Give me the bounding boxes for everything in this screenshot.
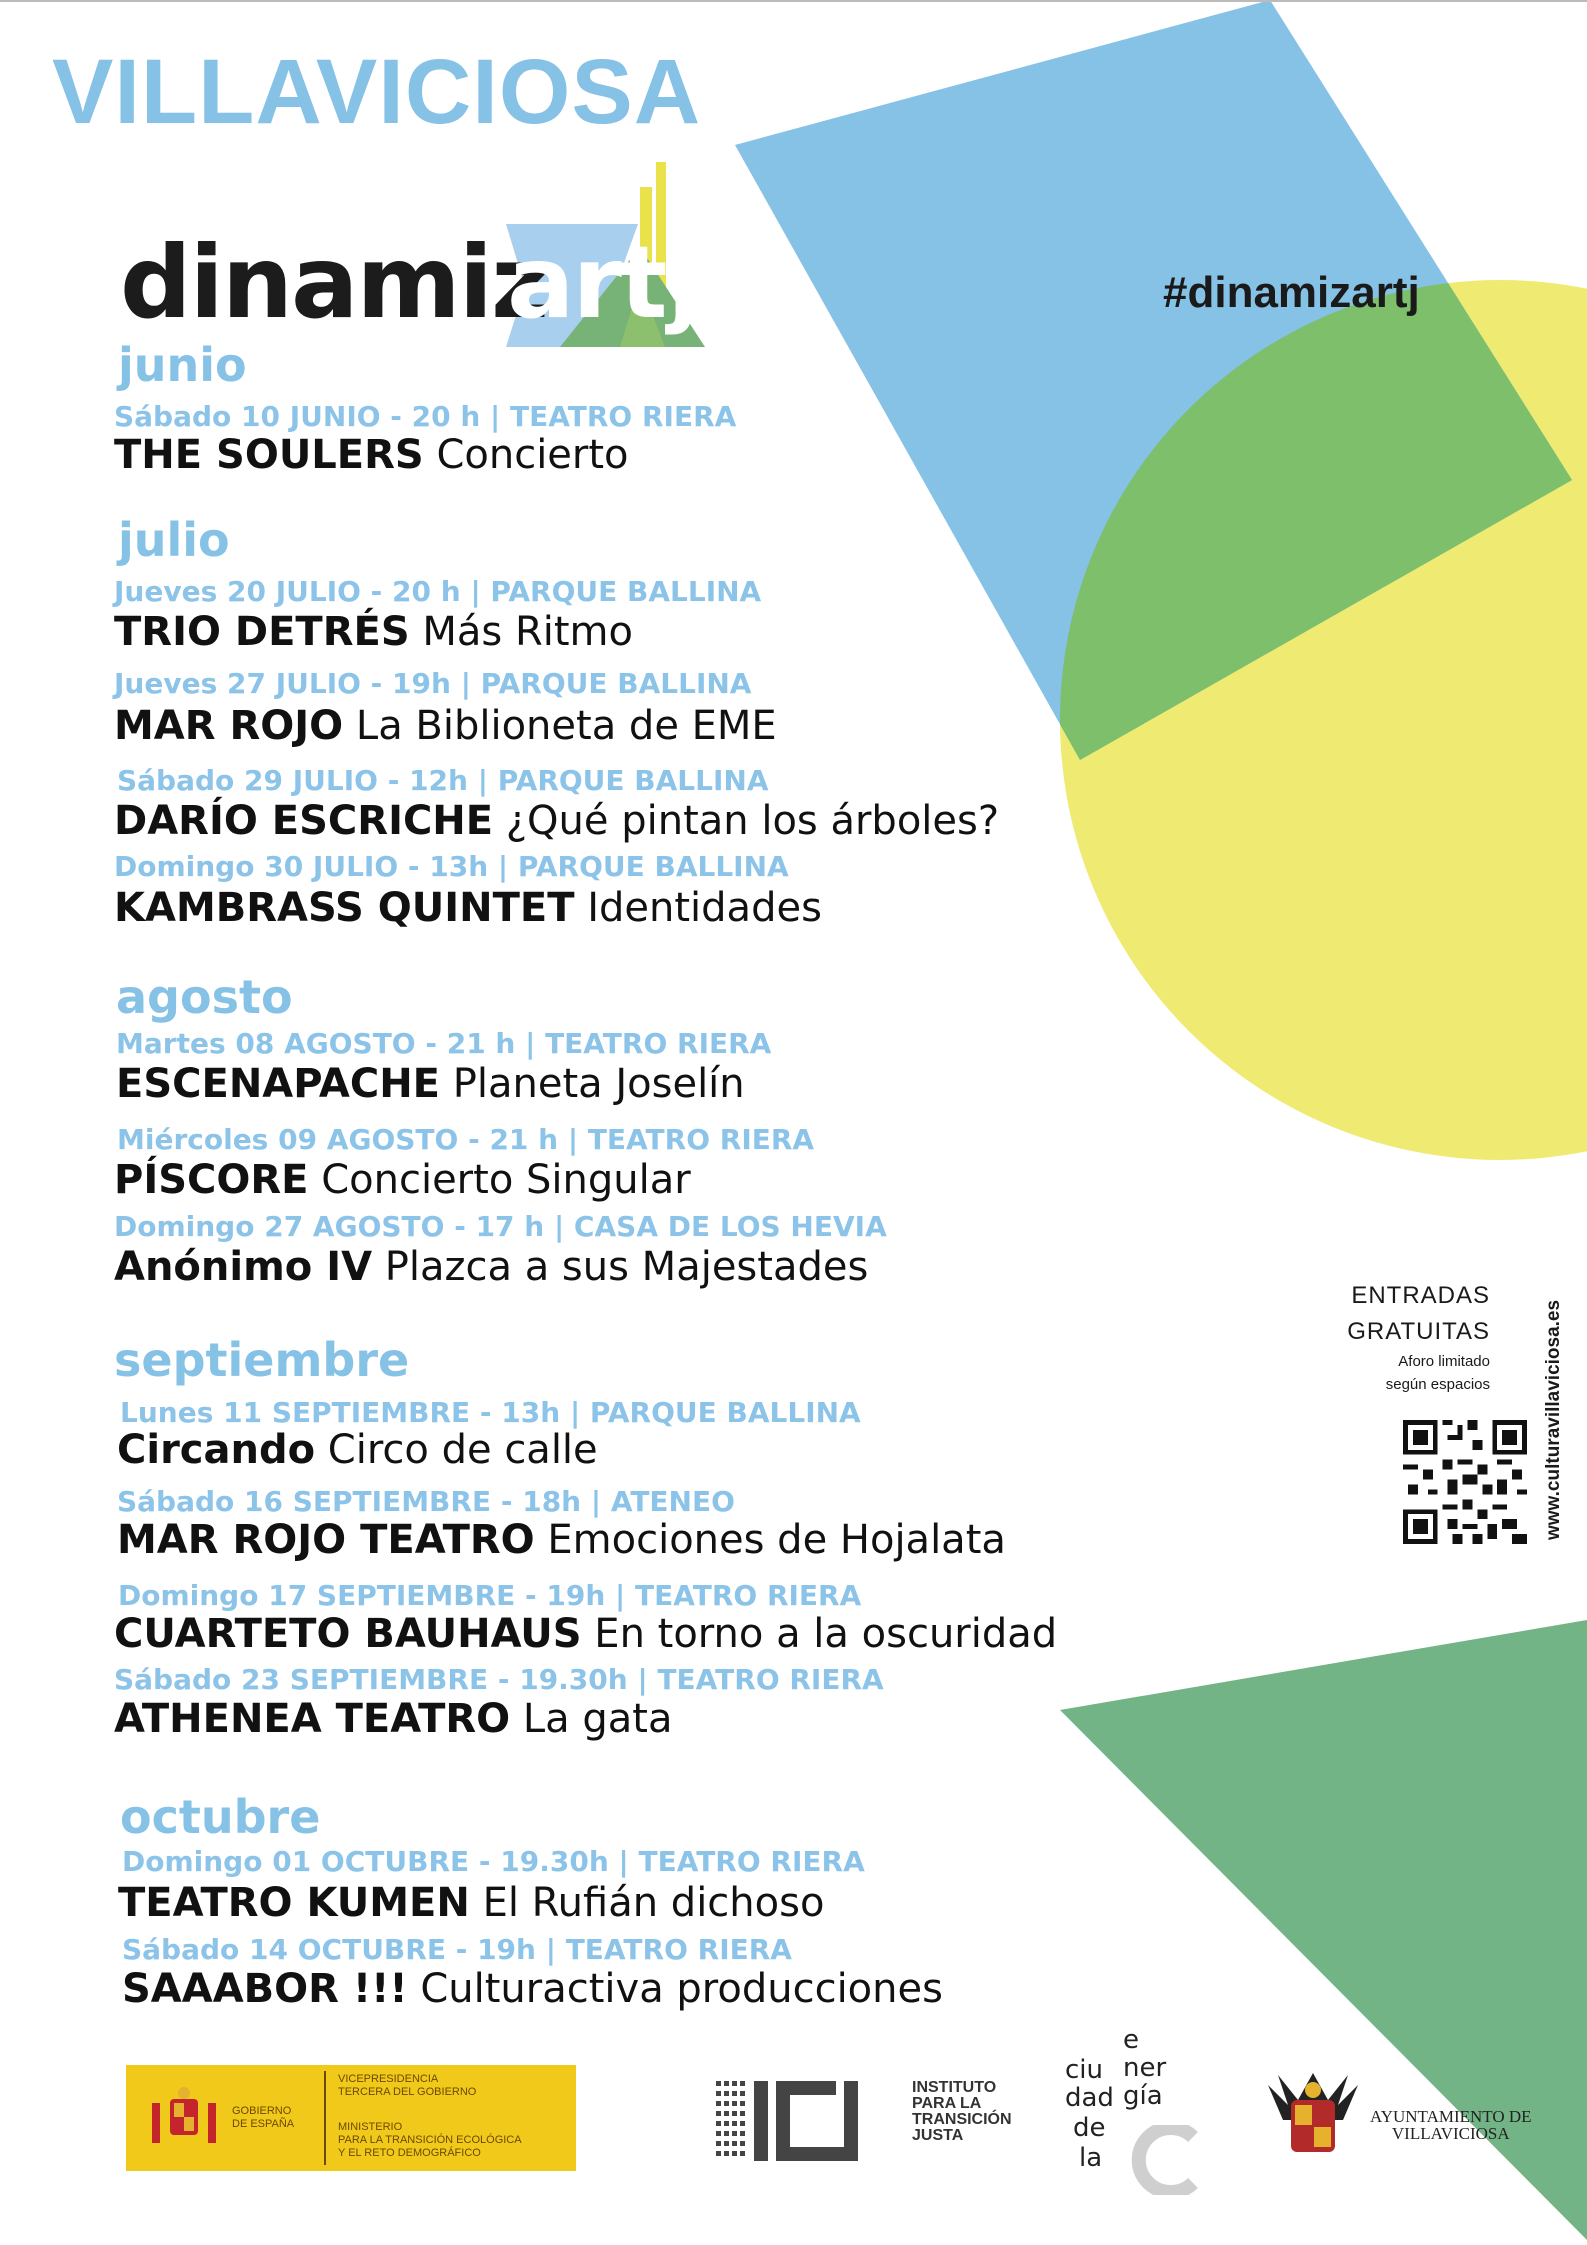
energy-c-icon [1123, 2125, 1203, 2195]
month-junio: junio [118, 338, 247, 392]
event-show: Identidades [574, 885, 822, 931]
event-show: La Biblioneta de EME [343, 703, 777, 749]
divider [324, 2071, 326, 2165]
ministerio-label: VICEPRESIDENCIA TERCERA DEL GOBIERNO MINISTERIO PARA LA TRANSICIÓN ECOLÓGICA Y EL RETO DEMOGRÁFICO [338, 2073, 522, 2159]
event-meta: Domingo 17 SEPTIEMBRE - 19h | TEATRO RIERA [118, 1579, 862, 1612]
event-show: Circo de calle [315, 1427, 598, 1473]
event-title [118, 1880, 824, 1926]
event-show: Planeta Joselín [440, 1061, 745, 1107]
month-septiembre: septiembre [114, 1333, 410, 1387]
event-title [114, 1696, 673, 1742]
event-title [114, 1157, 691, 1203]
itj-label: INSTITUTO PARA LA TRANSICIÓN JUSTA [912, 2079, 1012, 2144]
event-artist: ESCENAPACHE [116, 1061, 441, 1107]
website-url[interactable]: www.culturavillaviciosa.es [1543, 1299, 1564, 1540]
event-meta: Domingo 01 OCTUBRE - 19.30h | TEATRO RIERA [122, 1845, 865, 1878]
event-title [116, 1061, 745, 1107]
page-title: VILLAVICIOSA [52, 41, 702, 143]
event-show: Culturactiva producciones [407, 1966, 943, 2012]
event-meta: Jueves 27 JULIO - 19h | PARQUE BALLINA [114, 667, 752, 700]
tickets-line-1: ENTRADAS [1351, 1282, 1490, 1309]
event-title [122, 1966, 943, 2012]
month-agosto: agosto [116, 970, 293, 1024]
event-title [114, 609, 633, 655]
coat-of-arms-icon [144, 2085, 224, 2155]
event-title [114, 885, 822, 931]
event-title [117, 1427, 598, 1473]
event-show: En torno a la oscuridad [581, 1611, 1058, 1657]
event-meta: Sábado 16 SEPTIEMBRE - 18h | ATENEO [117, 1485, 735, 1518]
event-title [114, 703, 777, 749]
tickets-line-3: Aforo limitado [1398, 1353, 1490, 1370]
event-artist: Anónimo IV [114, 1244, 373, 1290]
event-artist: TRIO DETRÉS [114, 609, 410, 655]
event-show: ¿Qué pintan los árboles? [493, 798, 1000, 844]
tickets-line-2: GRATUITAS [1347, 1318, 1490, 1345]
ciudad-energia-logo: ciu dad de la e ner gía [1055, 2025, 1235, 2195]
event-artist: CUARTETO BAUHAUS [114, 1611, 582, 1657]
hashtag-label: #dinamizartj [1163, 268, 1420, 317]
qr-code-icon[interactable] [1403, 1420, 1527, 1544]
event-artist: SAAABOR !!! [122, 1966, 408, 2012]
event-artist: MAR ROJO [114, 703, 344, 749]
event-artist: PÍSCORE [114, 1157, 309, 1203]
tickets-line-4: según espacios [1385, 1376, 1490, 1393]
event-show: Concierto [423, 432, 629, 478]
event-meta: Sábado 29 JULIO - 12h | PARQUE BALLINA [117, 764, 769, 797]
event-show: Plazca a sus Majestades [372, 1244, 869, 1290]
event-show: El Rufián dichoso [469, 1880, 825, 1926]
logo-text-dinamiz: dinamiz [120, 224, 548, 341]
event-title [114, 1244, 868, 1290]
event-artist: TEATRO KUMEN [118, 1880, 470, 1926]
month-julio: julio [118, 513, 230, 567]
event-artist: KAMBRASS QUINTET [114, 885, 575, 931]
gobierno-espana-logo [126, 2065, 576, 2171]
event-artist: MAR ROJO TEATRO [117, 1517, 535, 1563]
event-artist: Circando [117, 1427, 316, 1473]
event-show: Concierto Singular [308, 1157, 691, 1203]
event-artist: DARÍO ESCRICHE [114, 798, 494, 844]
event-show: Emociones de Hojalata [534, 1517, 1006, 1563]
event-meta: Domingo 27 AGOSTO - 17 h | CASA DE LOS HEVIA [114, 1210, 887, 1243]
event-meta: Sábado 10 JUNIO - 20 h | TEATRO RIERA [114, 400, 737, 433]
ayuntamiento-label: AYUNTAMIENTO DE VILLAVICIOSA [1370, 2107, 1532, 2143]
event-meta: Miércoles 09 AGOSTO - 21 h | TEATRO RIERA [117, 1123, 815, 1156]
event-show: La gata [510, 1696, 673, 1742]
gobierno-label: GOBIERNO DE ESPAÑA [232, 2105, 295, 2130]
event-meta: Sábado 23 SEPTIEMBRE - 19.30h | TEATRO RIERA [114, 1663, 884, 1696]
month-octubre: octubre [120, 1790, 321, 1844]
event-title [117, 1517, 1006, 1563]
villaviciosa-crest-icon [1258, 2065, 1368, 2165]
event-artist: ATHENEA TEATRO [114, 1696, 511, 1742]
logo-text-j: j [668, 232, 699, 337]
event-meta: Domingo 30 JULIO - 13h | PARQUE BALLINA [114, 850, 789, 883]
event-meta: Martes 08 AGOSTO - 21 h | TEATRO RIERA [116, 1027, 772, 1060]
event-title [114, 798, 999, 844]
tickets-info [1340, 1278, 1490, 1396]
event-title [114, 432, 629, 478]
event-show: Más Ritmo [409, 609, 633, 655]
event-meta: Lunes 11 SEPTIEMBRE - 13h | PARQUE BALLINA [120, 1396, 861, 1429]
event-title [114, 1611, 1057, 1657]
event-meta: Sábado 14 OCTUBRE - 19h | TEATRO RIERA [122, 1933, 792, 1966]
logo-text-art: art [507, 224, 666, 341]
event-artist: THE SOULERS [114, 432, 424, 478]
event-meta: Jueves 20 JULIO - 20 h | PARQUE BALLINA [114, 575, 762, 608]
dinamizartj-logo [120, 162, 720, 362]
